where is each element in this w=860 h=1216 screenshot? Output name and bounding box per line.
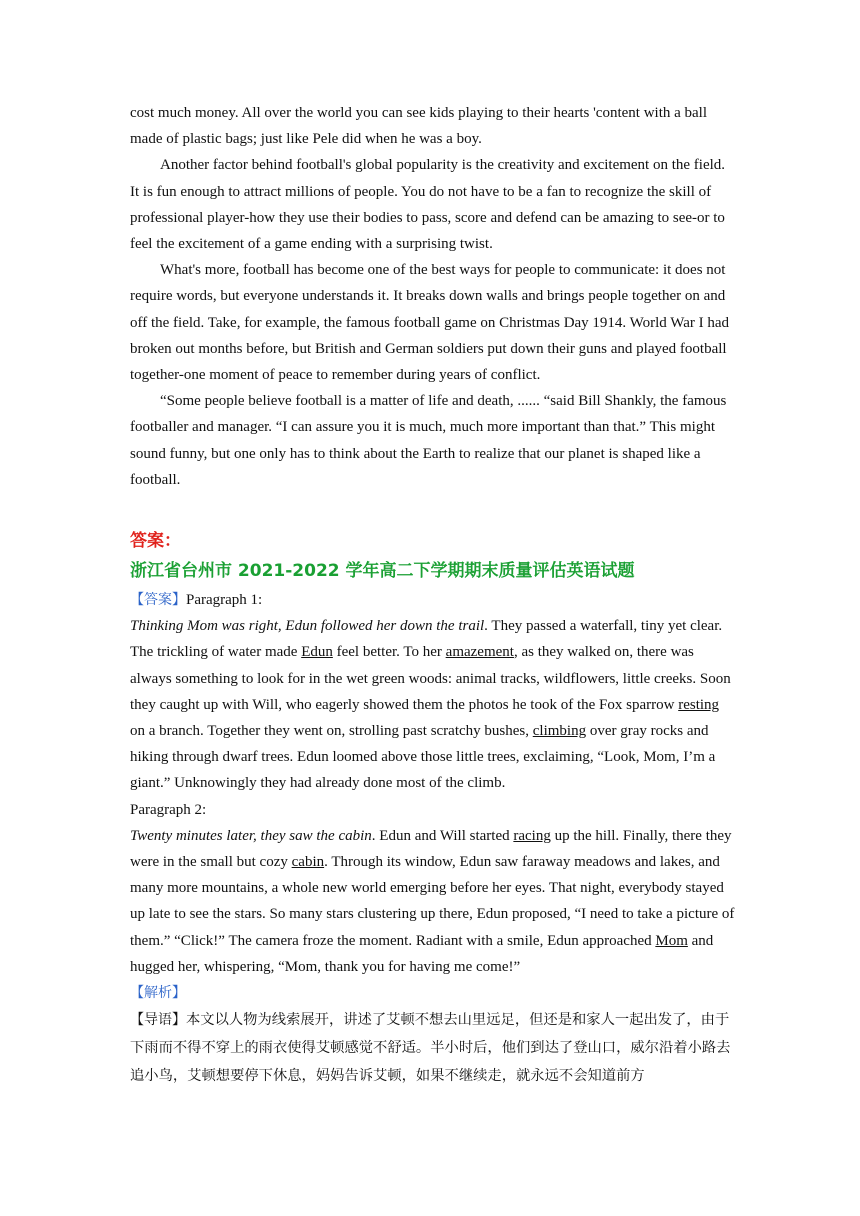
page-content [130,100,736,1090]
answer-label-line [130,587,736,613]
underlined-word: racing [513,827,551,844]
passage-paragraph-2: Another factor behind football's global popularity is the creativity and excitement on the field. It is fun enough to attract millions of people. You do not have to be a fan to recognize the skill of professional player-how they use their bodies to pass, score and defend can be amazing to see-or to feel the excitement of a game ending with a surprising twist. [130,157,726,253]
underlined-word: Edun [301,644,333,661]
guide-tag: 【导语】 [130,1012,186,1029]
passage-paragraph-3: What's more, football has become one of the best ways for people to communicate: it does not require words, but everyone understands it. It breaks down walls and brings people together on and off the field. Take, for example, the famous football game on Christmas Day 1914. World War I had broken out months before, but British and German soldiers put down their guns and played football together-one moment of peace to remember during years of conflict. [130,262,730,384]
underlined-word: cabin [291,854,325,871]
paragraph-1-label: Paragraph 1: [186,592,263,609]
underlined-word: Mom [655,932,688,949]
paragraph-2-label: Paragraph 2: [130,801,207,818]
text-run: feel better. To her [332,644,446,661]
text-run: up the hill. Finally, there they were in the small but cozy [130,827,732,871]
text-run: , as they walked on, there was always something to look for in the wet green woods: animal tracks, wildflowers, little creeks. Soon they caught up with Will, who eagerly showed them the photos he took of the Fox sparrow [130,644,731,713]
text-run: . Edun and Will started [371,827,514,844]
underlined-word: climbing [532,723,587,740]
guide-text: 本文以人物为线索展开，讲述了艾顿不想去山里远足，但还是和家人一起出发了，由于下雨而不得不穿上的雨衣使得艾顿感觉不舒适。半小时后，他们到达了登山口，威尔沿着小路去追小鸟，艾顿想要停下休息，妈妈告诉艾顿，如果不继续走，就永远不会知道前方 [130,1012,731,1085]
paragraph-1-lead-sentence: Thinking Mom was right, Edun followed her down the trail [130,618,485,635]
answer-paragraph-1 [130,613,736,796]
text-run: on a branch. Together they went on, strolling past scratchy bushes, [130,723,533,740]
answer-paragraph-2 [130,823,736,980]
passage-paragraph-4: “Some people believe football is a matter of life and death, ...... “said Bill Shankly, the famous footballer and manager. “I can assure you it is much, much more important than that.” This might sound funny, but one only has to think about the Earth to realize that our planet is shaped like a football. [130,393,727,488]
analysis-tag: 【解析】 [130,985,186,1002]
text-run: and hugged her, whispering, “Mom, thank you for having me come!” [130,932,714,975]
text-run: . Through its window, Edun saw faraway meadows and lakes, and many more mountains, a whole new world emerging before her eyes. That night, everybody stayed up late to see the stars. So many stars clustering up there, Edun proposed, “I need to take a picture of them.” “Click!” The camera froze the moment. Radiant with a smile, Edun approached [130,854,735,949]
passage-paragraph-1: cost much money. All over the world you can see kids playing to their hearts 'content with a ball made of plastic bags; just like Pele did when he was a boy. [130,105,708,148]
paragraph-2-lead-sentence: Twenty minutes later, they saw the cabin [130,827,372,844]
analysis-line [130,980,736,1006]
text-run: over gray rocks and hiking through dwarf trees. Edun loomed above those little trees, exclaiming, “Look, Mom, I’m a giant.” Unknowingly they had already done most of the climb. [130,723,716,792]
underlined-word: amazement [445,644,514,661]
answer-tag: 【答案】 [130,592,186,609]
underlined-word: resting [678,696,720,713]
answer-heading: 答案： [130,531,181,552]
guide-paragraph [130,1006,736,1090]
text-run: . They passed a waterfall, tiny yet clear. The trickling of water made [130,618,723,661]
source-title: 浙江省台州市 2021-2022 学年高二下学期期末质量评估英语试题 [130,561,635,582]
